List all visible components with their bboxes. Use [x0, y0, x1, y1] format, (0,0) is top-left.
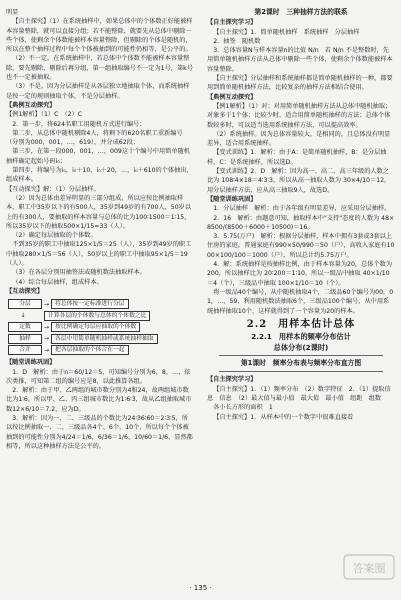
- divider: [219, 371, 383, 372]
- paragraph: 2．16 解析：由题意可知，抽取样本中"支持"态度的人数为 48×8500/(8500＋6000＋10500)＝16。: [207, 214, 395, 231]
- paragraph: 2．抽签 随机数: [213, 37, 261, 45]
- paragraph: 2．解析：由于甲、乙两组的城市数分别为4和24，故两组城市数比为1∶6，所以甲、乙、丙三组城市数比为1∶6∶3，故从乙组抽取城市数12×6/10＝7.2，应为D。: [6, 387, 192, 413]
- arrow-icon: →: [44, 346, 50, 354]
- paragraph: 第四步，将编号为i₀，i₀＋10，i₀＋20，…，i₀＋610的个体抽出，组成样本。: [6, 167, 193, 184]
- paragraph: （2）系统抽样。因为总体容量较大，是相同的，且总体没有明显差异，适合用系统抽样。: [207, 130, 391, 148]
- paragraph: 第三步，在第一段000，001，…，009这十个编号中用简单随机抽样确定起始号码i₀；: [6, 148, 190, 165]
- paragraph: 3．总体容量N与样本容量n的比值 N/n 若 N/n 不是整数时，先用简单随机抽样方法从总体中剔除一些个体，使剩余个体数能被样本容量整除。: [207, 47, 393, 73]
- stratified-sampling-flowchart: [8, 299, 194, 355]
- paragraph: 各小长方形的面积 1: [213, 404, 273, 412]
- flow-step-box: 各层中用简单随机抽样或系统抽样抽取: [51, 334, 158, 344]
- flow-step-box: 将总体按一定标准进行分层: [51, 299, 129, 309]
- paragraph: 2．第一步，将624名职工用随机方式进行编号；: [12, 120, 146, 128]
- paragraph: 3．解析：因为一、二、三级品的个数比为24∶36∶60＝2∶3∶5，所以按比例抽取一、二、三级品各4个、6个、10个，所以每个个体被抽到的可能性分别为4/24＝1/6，6/36＝1/6，10/60＝1/6，显然都相等，所以这种抽样方法是公平的。: [6, 414, 193, 450]
- flow-step-box: 合并: [8, 345, 42, 355]
- section-label: 【互动探究】: [6, 287, 44, 295]
- left-column: [6, 8, 194, 451]
- divider: [219, 355, 383, 356]
- paragraph: 3．5.75(万户) 解析：根据分层抽样，样本中拥有3套或3套以上住房的家庭，普通家庭有990×50/990＝50（户），高收入家庭有1000×100/100＝1000（户），所以总计约5.75万户。: [207, 233, 395, 259]
- watermark-logo: [343, 552, 395, 582]
- paragraph: 【例1解析】（1）对；对用简单随机抽样方法从总体中随机抽取；对象多于1个体；比较少时，适合用简单随机抽样的方法；总体个体数较多时，可以适当选用系统抽样方法，可以提高效率。: [207, 102, 392, 129]
- flow-row: [8, 345, 194, 355]
- paragraph: （2）不一定。在系统抽样中，若总体中个体数不能被样本容量整除，要先剔除，剔除后再分组，第一组抽取编号不一定为1号，第k号也不一定被抽取。: [6, 55, 193, 82]
- flow-step-box: 按比例确定每层应抽取的个体数: [51, 322, 140, 332]
- section-label: 【典例互动探究】: [207, 93, 257, 101]
- arrow-icon: ↓: [20, 312, 26, 320]
- flow-step-box: 把各层抽取的个体合在一起: [51, 345, 129, 355]
- paragraph: 第二步，从总体中随机剔除4人，将剩下的620名职工重新编号（分别为000，001，…，619），并分成62段；: [6, 129, 183, 147]
- paragraph: 不到35岁的职工中抽取125×1/5＝25（人），35岁到49岁的职工中抽取280×1/5＝56（人），50岁以上的职工中抽取95×1/5＝19（人）。: [6, 241, 192, 268]
- flow-row: [8, 311, 194, 321]
- section-label: 【典例互动探究】: [6, 101, 56, 109]
- lesson-title: 第2课时 三种抽样方法的联系: [254, 8, 348, 16]
- flow-row: [8, 322, 194, 332]
- paragraph: 【自主探究】1．简单随机抽样 系统抽样 分层抽样: [213, 28, 360, 36]
- section-label: 【随堂训练巩固】: [6, 359, 56, 367]
- flow-step-box: 抽样: [8, 334, 42, 344]
- paragraph: 【自主探究】分层抽样和系统抽样都是简单随机抽样的一种，都要用到简单随机抽样方法，比较复杂的抽样方法相结合使用。: [207, 75, 393, 92]
- paragraph: 【变式训练】2．D 解析：因为高一、高二、高三年级的人数之比为 108∶4×18＝4∶3∶3，所以从高一抽取人数为 30×4/10＝12，用分层抽样方法，应从高三抽取9人，故选D。: [207, 168, 391, 194]
- paragraph: （2）确定每层抽取的个体数。: [12, 232, 97, 240]
- flow-step-box: 计算各层的个体数与总体的个体数之比: [44, 311, 151, 321]
- right-column: [207, 8, 395, 422]
- paragraph: 【互动探究】解：（1）分层抽样。: [6, 185, 100, 193]
- paragraph: （3）在各层分别用抽签法或随机数法抽取样本。: [12, 269, 147, 277]
- paragraph: （3）不是。因为分层抽样是从各层独立地抽取个体，而系统抽样是按一定的规则抽取个体，不是分层抽样。: [6, 83, 190, 100]
- paragraph: （4）综合每层抽样，组成样本。: [12, 278, 103, 286]
- section-label: 【自主探究学习】: [207, 376, 257, 384]
- section-label: 【自主探究学习】: [207, 19, 257, 27]
- watermark-text: 答案圈: [352, 562, 386, 575]
- paragraph: 1．分层抽样 解析：由于各年级有明显差异，应采用分层抽样。: [213, 205, 391, 213]
- paragraph: 将一级品40个编号，从中随机抽取4个，二级品60个编号为00，01，…，59，利用随机数法抽取6个，三级品100个编号，从中用系统抽样抽取10个，这样就得到了一个容量为20的样本。: [207, 288, 394, 315]
- paragraph: （2）因为总体由差异明显的三部分组成，所以应按比例抽取样本，职工中35岁以下的有500人，35岁到49岁的有700人，50岁以上的有300人，要抽取的样本容量与总体的比为100∶1500＝1∶15，所以35岁以下的抽取500×1/15≈33（人）。: [6, 194, 192, 230]
- paragraph: 【例1解析】（1）C （2）C: [6, 111, 83, 119]
- paragraph: 【变式训练】1．解析：由于A：是简单随机抽样，B：是分层抽样，C：是系统抽样，所以选D。: [207, 149, 387, 166]
- lesson-title: 第1课时 频率分布表与频率分布直方图: [240, 359, 362, 368]
- flow-step-box: 定数: [8, 322, 42, 332]
- paragraph: 4．解：系统抽样是按抽样比例，由于样本容量为20，总体个数为200，所以抽样比为 20∶200＝1∶10，所以一级品中抽取 40×1/10＝4（个），三级品中抽取 100×1/10＝10（个）。: [207, 261, 393, 287]
- subsection-heading: 2.2.1 用样本的频率分布估计: [251, 332, 351, 342]
- arrow-icon: →: [44, 323, 50, 331]
- flow-step-box: 分层: [8, 299, 42, 309]
- section-heading: 2.2 用样本估计总体: [246, 318, 356, 330]
- flow-row: [8, 299, 194, 309]
- paragraph: 明显: [6, 9, 19, 16]
- flow-row: [8, 334, 194, 344]
- paragraph: 【自主探究】（1）在系统抽样中，如果总体中的个体数正好能被样本容量整除，就可以直接分组；若不能整除，就要先从总体中剔除一些个体，使剩余个体数能被样本容量整除，但剔除的个体是随机的，所以在整个抽样过程中每个个体被抽到的可能性仍相等，是公平的。: [6, 18, 193, 54]
- paragraph: 1．D 解析：由于n＝60/12＝5，可知编号分别为6，8，…，依次类推，可知第二组的编号应是8，以此推算各组。: [6, 368, 191, 385]
- arrow-icon: →: [44, 335, 50, 343]
- section-label: 【随堂训练巩固】: [207, 195, 257, 203]
- page-number: · 135 ·: [189, 584, 212, 592]
- paragraph: 【自主探究】1．（1）频率分布 （2）数字特征 2．（1）提取信息 信息 （2）最大值与最小值 最大值 最小值 组距 组数: [207, 385, 391, 402]
- arrow-icon: →: [44, 300, 50, 308]
- subsection-heading: 总体分布(2课时): [273, 343, 329, 353]
- paragraph: 【自主探究】1．从样本中的一个数字中很难直接看: [213, 413, 354, 421]
